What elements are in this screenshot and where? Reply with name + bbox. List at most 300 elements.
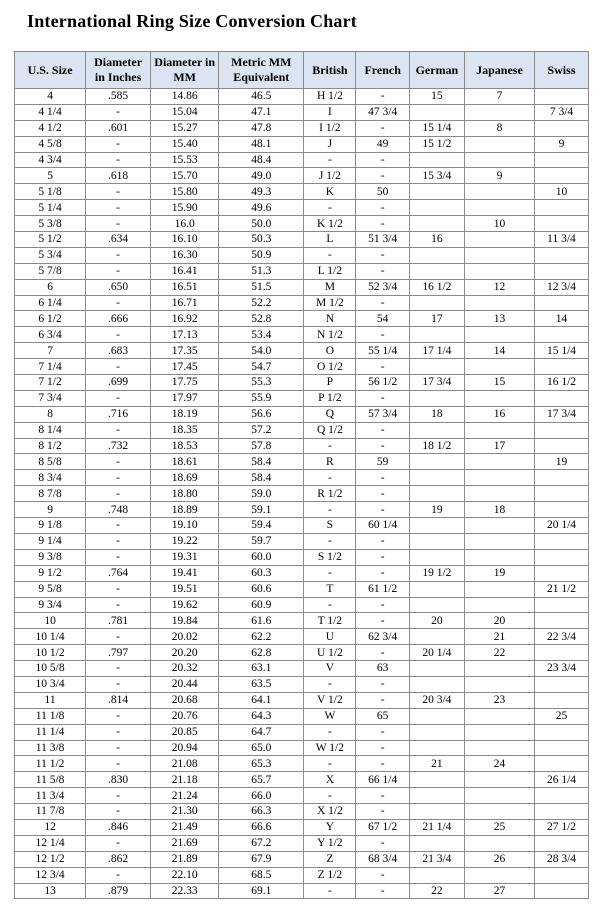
table-cell: - xyxy=(86,454,151,470)
table-cell: 20.68 xyxy=(151,692,219,708)
table-cell: - xyxy=(304,676,356,692)
table-cell xyxy=(464,200,534,216)
table-cell: 5 3/8 xyxy=(15,216,86,232)
table-cell: 21.49 xyxy=(151,819,219,835)
table-cell: .650 xyxy=(86,279,151,295)
table-cell: 6 1/2 xyxy=(15,311,86,327)
conversion-table xyxy=(14,51,589,899)
table-cell: 22.33 xyxy=(151,883,219,899)
table-cell xyxy=(464,708,534,724)
table-cell: 22 xyxy=(464,645,534,661)
table-cell: 15 1/4 xyxy=(534,343,588,359)
table-cell: 4 xyxy=(15,89,86,105)
table-cell xyxy=(464,549,534,565)
table-cell: 16 1/2 xyxy=(409,279,464,295)
table-cell xyxy=(534,788,588,804)
table-cell: L 1/2 xyxy=(304,263,356,279)
table-row xyxy=(15,772,589,788)
table-row xyxy=(15,295,589,311)
table-cell xyxy=(534,549,588,565)
table-cell: 11 3/4 xyxy=(15,788,86,804)
table-cell: N 1/2 xyxy=(304,327,356,343)
table-cell: .879 xyxy=(86,883,151,899)
table-cell: 60.0 xyxy=(219,549,304,565)
table-cell xyxy=(534,502,588,518)
table-cell: 61 1/2 xyxy=(356,581,409,597)
table-cell: .814 xyxy=(86,692,151,708)
column-header-6: German xyxy=(409,52,464,89)
table-cell: 63 xyxy=(356,661,409,677)
table-row xyxy=(15,565,589,581)
table-cell xyxy=(534,867,588,883)
table-cell: Y 1/2 xyxy=(304,835,356,851)
table-cell: 51.5 xyxy=(219,279,304,295)
table-cell: M xyxy=(304,279,356,295)
table-cell: 20.20 xyxy=(151,645,219,661)
table-cell: 20 1/4 xyxy=(409,645,464,661)
table-cell: 21.30 xyxy=(151,804,219,820)
table-row xyxy=(15,756,589,772)
table-cell: 11 1/8 xyxy=(15,708,86,724)
table-row xyxy=(15,851,589,867)
table-cell: - xyxy=(304,565,356,581)
table-cell: 11 1/4 xyxy=(15,724,86,740)
table-cell: - xyxy=(86,708,151,724)
table-cell xyxy=(464,359,534,375)
table-cell: 49 xyxy=(356,136,409,152)
table-cell: .797 xyxy=(86,645,151,661)
table-row xyxy=(15,168,589,184)
table-cell: J xyxy=(304,136,356,152)
table-cell xyxy=(534,740,588,756)
table-cell: - xyxy=(86,756,151,772)
table-cell xyxy=(464,247,534,263)
table-cell: - xyxy=(86,216,151,232)
table-cell: 16.71 xyxy=(151,295,219,311)
table-cell: 10 xyxy=(15,613,86,629)
table-cell: J 1/2 xyxy=(304,168,356,184)
table-cell xyxy=(409,422,464,438)
table-cell xyxy=(534,168,588,184)
table-cell: K xyxy=(304,184,356,200)
table-cell: - xyxy=(86,724,151,740)
table-cell xyxy=(534,613,588,629)
table-cell: 18 1/2 xyxy=(409,438,464,454)
table-cell: - xyxy=(86,470,151,486)
table-cell xyxy=(464,295,534,311)
table-cell xyxy=(409,867,464,883)
table-row xyxy=(15,136,589,152)
table-cell: .585 xyxy=(86,89,151,105)
table-header-row xyxy=(15,52,589,89)
table-cell: 16.0 xyxy=(151,216,219,232)
table-cell xyxy=(409,740,464,756)
table-cell: - xyxy=(304,883,356,899)
table-cell: - xyxy=(356,676,409,692)
table-cell: 4 1/4 xyxy=(15,104,86,120)
table-cell: 64.7 xyxy=(219,724,304,740)
table-cell xyxy=(534,692,588,708)
table-cell xyxy=(534,645,588,661)
table-cell xyxy=(409,661,464,677)
column-header-0: U.S. Size xyxy=(15,52,86,89)
table-cell: - xyxy=(86,661,151,677)
table-cell: 66 1/4 xyxy=(356,772,409,788)
table-cell: - xyxy=(356,200,409,216)
table-cell xyxy=(409,152,464,168)
table-cell: W xyxy=(304,708,356,724)
table-cell: 64.1 xyxy=(219,692,304,708)
table-cell: 17 3/4 xyxy=(534,406,588,422)
table-cell: - xyxy=(356,692,409,708)
table-cell: 4 1/2 xyxy=(15,120,86,136)
table-row xyxy=(15,533,589,549)
table-cell: .716 xyxy=(86,406,151,422)
table-cell: 16 xyxy=(464,406,534,422)
table-cell: - xyxy=(356,247,409,263)
table-cell xyxy=(534,263,588,279)
table-row xyxy=(15,454,589,470)
table-cell: 11 5/8 xyxy=(15,772,86,788)
table-cell xyxy=(534,390,588,406)
table-cell: 5 1/8 xyxy=(15,184,86,200)
table-cell: 55.3 xyxy=(219,375,304,391)
table-cell xyxy=(464,470,534,486)
table-cell: 65.0 xyxy=(219,740,304,756)
table-cell: 18.61 xyxy=(151,454,219,470)
table-cell: - xyxy=(356,120,409,136)
table-row xyxy=(15,883,589,899)
table-cell: - xyxy=(304,724,356,740)
table-cell xyxy=(464,184,534,200)
table-cell: 22 xyxy=(409,883,464,899)
table-cell xyxy=(409,708,464,724)
table-cell xyxy=(464,676,534,692)
table-cell: 16.51 xyxy=(151,279,219,295)
table-cell: - xyxy=(356,645,409,661)
table-cell: - xyxy=(356,422,409,438)
table-cell: - xyxy=(86,152,151,168)
table-cell: 23 3/4 xyxy=(534,661,588,677)
table-row xyxy=(15,549,589,565)
table-cell xyxy=(464,104,534,120)
table-row xyxy=(15,263,589,279)
table-cell xyxy=(409,533,464,549)
table-cell: 12 1/4 xyxy=(15,835,86,851)
table-cell: 54.7 xyxy=(219,359,304,375)
table-cell: 7 1/4 xyxy=(15,359,86,375)
table-cell: - xyxy=(86,486,151,502)
table-cell xyxy=(409,184,464,200)
table-cell: 59.0 xyxy=(219,486,304,502)
table-cell xyxy=(464,263,534,279)
table-cell: - xyxy=(86,247,151,263)
table-cell: - xyxy=(304,756,356,772)
table-cell: 8 1/4 xyxy=(15,422,86,438)
table-cell xyxy=(464,581,534,597)
table-cell: - xyxy=(356,263,409,279)
table-row xyxy=(15,311,589,327)
table-cell xyxy=(534,200,588,216)
table-cell xyxy=(534,359,588,375)
table-cell: 19 1/2 xyxy=(409,565,464,581)
table-cell: 11 3/4 xyxy=(534,232,588,248)
table-cell xyxy=(464,835,534,851)
table-cell xyxy=(534,216,588,232)
table-cell: 15.70 xyxy=(151,168,219,184)
table-row xyxy=(15,645,589,661)
table-cell: 27 1/2 xyxy=(534,819,588,835)
table-cell: 56 1/2 xyxy=(356,375,409,391)
table-cell: 65.3 xyxy=(219,756,304,772)
table-row xyxy=(15,518,589,534)
table-cell: 9 xyxy=(15,502,86,518)
table-cell xyxy=(534,295,588,311)
table-cell: 56.6 xyxy=(219,406,304,422)
table-cell: 52 3/4 xyxy=(356,279,409,295)
table-cell xyxy=(534,438,588,454)
table-cell xyxy=(534,247,588,263)
table-cell: - xyxy=(304,502,356,518)
table-cell: 60.9 xyxy=(219,597,304,613)
table-cell: 21.08 xyxy=(151,756,219,772)
table-cell: 10 3/4 xyxy=(15,676,86,692)
table-cell: - xyxy=(356,740,409,756)
table-cell: 17.35 xyxy=(151,343,219,359)
table-cell: 15.53 xyxy=(151,152,219,168)
table-cell: - xyxy=(86,359,151,375)
table-cell: 53.4 xyxy=(219,327,304,343)
table-cell: .618 xyxy=(86,168,151,184)
table-cell: 10 1/4 xyxy=(15,629,86,645)
table-cell: 7 3/4 xyxy=(534,104,588,120)
table-cell: 57 3/4 xyxy=(356,406,409,422)
table-cell: - xyxy=(356,390,409,406)
table-cell: Q xyxy=(304,406,356,422)
table-cell: V xyxy=(304,661,356,677)
table-row xyxy=(15,359,589,375)
table-cell: - xyxy=(356,613,409,629)
table-cell: 63.1 xyxy=(219,661,304,677)
table-cell xyxy=(409,835,464,851)
column-header-8: Swiss xyxy=(534,52,588,89)
table-cell: R 1/2 xyxy=(304,486,356,502)
table-cell: 18 xyxy=(464,502,534,518)
table-cell xyxy=(534,470,588,486)
table-cell: 9 1/2 xyxy=(15,565,86,581)
table-cell xyxy=(409,597,464,613)
table-cell: 5 3/4 xyxy=(15,247,86,263)
table-cell: - xyxy=(304,152,356,168)
table-cell: - xyxy=(356,89,409,105)
table-row xyxy=(15,279,589,295)
table-cell xyxy=(534,756,588,772)
table-cell: - xyxy=(86,676,151,692)
table-cell: 52.2 xyxy=(219,295,304,311)
table-cell xyxy=(409,359,464,375)
table-cell: M 1/2 xyxy=(304,295,356,311)
table-cell: 16.92 xyxy=(151,311,219,327)
column-header-2: Diameter in MM xyxy=(151,52,219,89)
table-cell: 19 xyxy=(464,565,534,581)
table-cell: 20 3/4 xyxy=(409,692,464,708)
table-cell: 67.2 xyxy=(219,835,304,851)
table-cell xyxy=(534,120,588,136)
table-row xyxy=(15,104,589,120)
table-cell: 20.76 xyxy=(151,708,219,724)
table-cell: 19 xyxy=(534,454,588,470)
table-cell: .634 xyxy=(86,232,151,248)
table-cell: - xyxy=(86,104,151,120)
table-cell: .699 xyxy=(86,375,151,391)
table-cell: - xyxy=(86,533,151,549)
table-cell xyxy=(409,327,464,343)
table-cell: 17 3/4 xyxy=(409,375,464,391)
table-cell: 49.0 xyxy=(219,168,304,184)
table-cell: 15 xyxy=(464,375,534,391)
table-row xyxy=(15,724,589,740)
table-cell xyxy=(534,152,588,168)
table-cell: 20.85 xyxy=(151,724,219,740)
table-cell: 9 3/8 xyxy=(15,549,86,565)
table-cell: 20.32 xyxy=(151,661,219,677)
table-cell: X 1/2 xyxy=(304,804,356,820)
table-cell: 18.80 xyxy=(151,486,219,502)
table-cell xyxy=(534,676,588,692)
table-cell: 50.3 xyxy=(219,232,304,248)
table-cell: - xyxy=(356,295,409,311)
table-cell: - xyxy=(86,835,151,851)
table-cell: 59.7 xyxy=(219,533,304,549)
table-cell: 5 xyxy=(15,168,86,184)
table-cell: 8 7/8 xyxy=(15,486,86,502)
table-row xyxy=(15,216,589,232)
table-cell xyxy=(464,740,534,756)
table-cell: 18.89 xyxy=(151,502,219,518)
table-row xyxy=(15,819,589,835)
table-cell: - xyxy=(86,788,151,804)
table-cell: - xyxy=(86,136,151,152)
table-cell: - xyxy=(86,804,151,820)
table-cell: 51.3 xyxy=(219,263,304,279)
table-cell: - xyxy=(86,390,151,406)
table-cell: 51 3/4 xyxy=(356,232,409,248)
table-cell: 66.6 xyxy=(219,819,304,835)
table-cell: 20 1/4 xyxy=(534,518,588,534)
table-cell: 50.0 xyxy=(219,216,304,232)
table-cell: 25 xyxy=(464,819,534,835)
table-cell xyxy=(409,454,464,470)
table-cell: 18.35 xyxy=(151,422,219,438)
column-header-3: Metric MM Equivalent xyxy=(219,52,304,89)
table-cell xyxy=(534,804,588,820)
table-cell: 6 3/4 xyxy=(15,327,86,343)
table-cell: 7 xyxy=(464,89,534,105)
table-cell: 21.24 xyxy=(151,788,219,804)
table-cell: .781 xyxy=(86,613,151,629)
table-cell xyxy=(409,772,464,788)
table-cell: 4 3/4 xyxy=(15,152,86,168)
table-row xyxy=(15,597,589,613)
table-cell: 9 1/8 xyxy=(15,518,86,534)
table-cell: L xyxy=(304,232,356,248)
table-cell: 13 xyxy=(15,883,86,899)
table-cell: 9 xyxy=(464,168,534,184)
table-cell xyxy=(534,883,588,899)
table-row xyxy=(15,152,589,168)
table-cell: 12 3/4 xyxy=(15,867,86,883)
table-cell: 21 xyxy=(409,756,464,772)
table-cell: - xyxy=(356,549,409,565)
table-cell xyxy=(464,518,534,534)
table-cell: - xyxy=(356,724,409,740)
table-cell: 20.02 xyxy=(151,629,219,645)
table-cell: 18.69 xyxy=(151,470,219,486)
table-cell: 8 xyxy=(15,406,86,422)
table-cell: 67 1/2 xyxy=(356,819,409,835)
table-row xyxy=(15,581,589,597)
table-cell: - xyxy=(86,422,151,438)
table-row xyxy=(15,804,589,820)
table-cell: 20.44 xyxy=(151,676,219,692)
table-cell: 11 7/8 xyxy=(15,804,86,820)
table-cell: 9 1/4 xyxy=(15,533,86,549)
table-cell: 14 xyxy=(534,311,588,327)
table-cell: .601 xyxy=(86,120,151,136)
table-cell: 9 xyxy=(534,136,588,152)
table-cell: 64.3 xyxy=(219,708,304,724)
table-cell: 11 1/2 xyxy=(15,756,86,772)
table-cell: 59 xyxy=(356,454,409,470)
table-cell: 48.4 xyxy=(219,152,304,168)
table-cell: - xyxy=(356,438,409,454)
table-cell: - xyxy=(304,788,356,804)
table-cell: 15 xyxy=(409,89,464,105)
table-cell: R xyxy=(304,454,356,470)
table-cell: 17 xyxy=(464,438,534,454)
table-cell: .830 xyxy=(86,772,151,788)
table-cell: - xyxy=(304,247,356,263)
column-header-5: French xyxy=(356,52,409,89)
table-cell: - xyxy=(356,533,409,549)
table-cell: 60 1/4 xyxy=(356,518,409,534)
page-title: International Ring Size Conversion Chart xyxy=(27,11,358,31)
table-cell: 5 7/8 xyxy=(15,263,86,279)
table-cell: 69.1 xyxy=(219,883,304,899)
table-cell: I 1/2 xyxy=(304,120,356,136)
table-cell: .748 xyxy=(86,502,151,518)
table-cell: - xyxy=(356,152,409,168)
table-cell: - xyxy=(304,533,356,549)
table-cell: 25 xyxy=(534,708,588,724)
table-row xyxy=(15,200,589,216)
table-cell: 54 xyxy=(356,311,409,327)
column-header-7: Japanese xyxy=(464,52,534,89)
table-cell xyxy=(534,597,588,613)
table-row xyxy=(15,708,589,724)
table-cell: 66.3 xyxy=(219,804,304,820)
table-row xyxy=(15,422,589,438)
table-cell: K 1/2 xyxy=(304,216,356,232)
table-cell: Q 1/2 xyxy=(304,422,356,438)
table-cell: 7 xyxy=(15,343,86,359)
table-cell: 20 xyxy=(464,613,534,629)
table-cell: 17.13 xyxy=(151,327,219,343)
column-header-4: British xyxy=(304,52,356,89)
column-header-1: Diameter in Inches xyxy=(86,52,151,89)
table-cell: 19.51 xyxy=(151,581,219,597)
table-cell: Z 1/2 xyxy=(304,867,356,883)
